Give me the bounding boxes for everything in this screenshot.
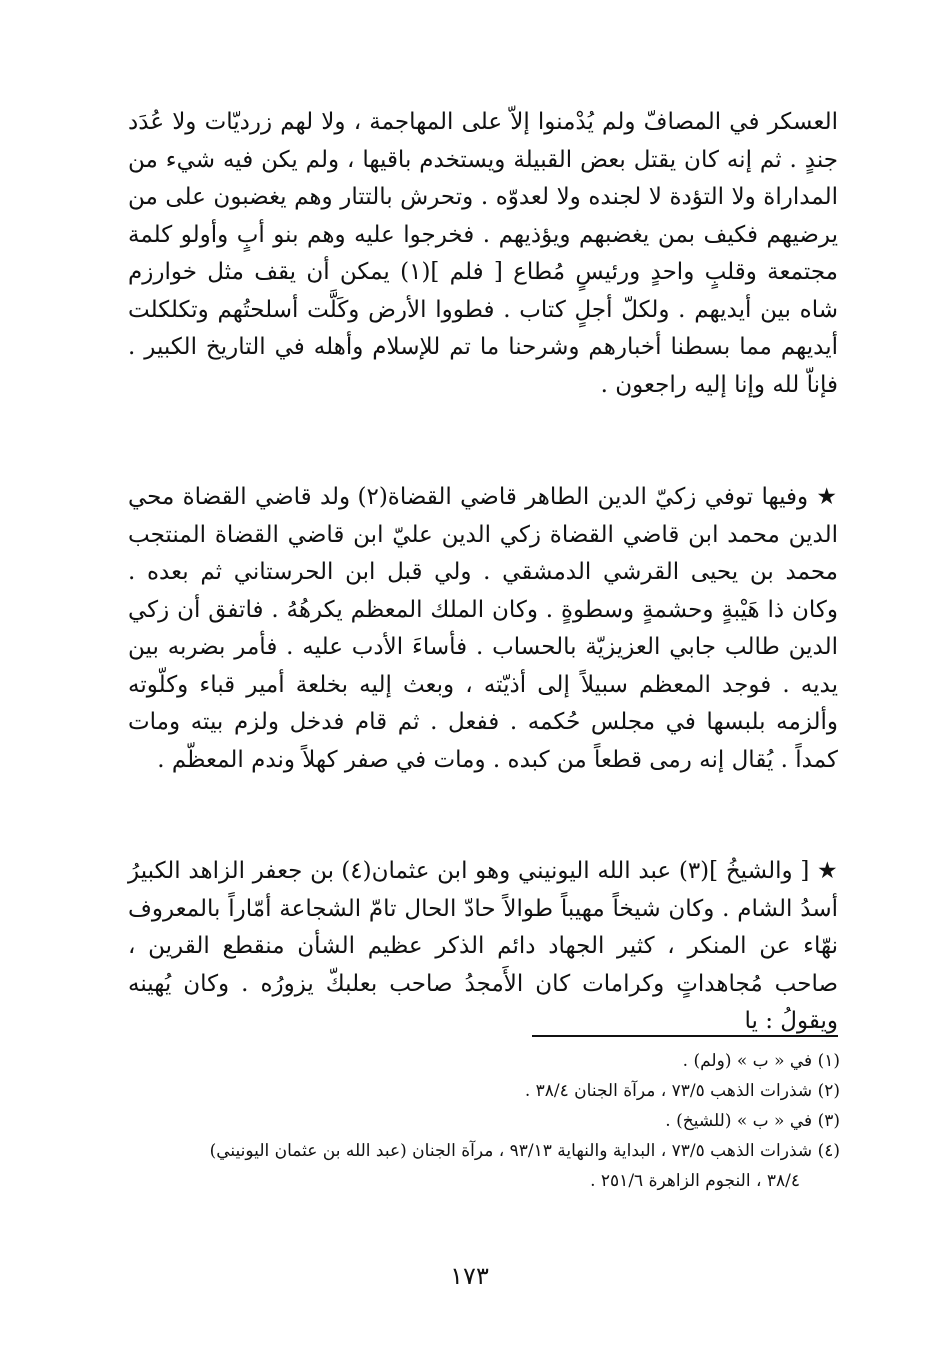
page-number: ١٧٣: [450, 1262, 489, 1290]
footnote-divider: [532, 1035, 838, 1037]
footnote-3: [128, 1106, 840, 1136]
footnote-2: [128, 1076, 840, 1106]
paragraph-yunini: [128, 853, 838, 1041]
paragraph-zaki-al-din: [128, 479, 838, 779]
paragraph-text: ★ [ والشيخُ ](٣) عبد الله اليونيني وهو ابن عثمان(٤) بن جعفر الزاهد الكبيرُ أسدُ الشام . وكان شيخاً مهيباً طوالاً حادّ الحال تامّ الشجاعة أمّاراً بالمعروف نهّاء عن المنكر ، كثير الجهاد دائم الذكر عظيم الشأن منقطع القرين ، صاحب مُجاهداتٍ وكرامات كان الأَمجدُ صاحب بعلبكّ يزورُه . وكان يُهينه ويقولُ : يا: [128, 858, 838, 1034]
paragraph-khwarazm: [128, 104, 838, 404]
footnote-text: شذرات الذهب ٧٣/٥ ، البداية والنهاية ٩٣/١٣ ، مرآة الجنان (عبد الله بن عثمان اليونيني): [209, 1141, 813, 1161]
footnote-4-continuation: ٣٨/٤ ، النجوم الزاهرة ٢٥١/٦ .: [590, 1171, 800, 1191]
footnote-mark: (٢): [817, 1081, 840, 1101]
footnote-text: شذرات الذهب ٧٣/٥ ، مرآة الجنان ٣٨/٤ .: [524, 1081, 813, 1101]
footnote-text: في « ب » (للشيخ) .: [665, 1111, 813, 1131]
footnote-mark: (١): [817, 1051, 840, 1071]
paragraph-text: العسكر في المصافّ ولم يُدْمنوا إلاّ على المهاجمة ، ولا لهم زرديّات ولا عُدَد جندٍ . ثم إنه كان يقتل بعض القبيلة ويستخدم باقيها ، ولم يكن فيه شيء من المداراة ولا التؤدة لا لجنده ولا لعدوّه . وتحرش بالتتار وهم يغضبون على من يرضيهم فكيف بمن يغضبهم ويؤذيهم . فخرجوا عليه وهم بنو أبٍ وأولو كلمة مجتمعة وقلبٍ واحدٍ ورئيسٍ مُطاع [ فلم ](١) يمكن أن يقف مثل خوارزم شاه بين أيديهم . ولكلّ أجلٍ كتاب . فطووا الأرض وكَلَّت أسلحتُهم وتكلكلت أيديهم مما بسطنا أخبارهم وشرحنا ما تم للإسلام وأهله في التاريخ الكبير . فإناّ لله وإنا إليه راجعون .: [128, 109, 839, 398]
paragraph-text: ★ وفيها توفي زكيّ الدين الطاهر قاضي القضاة(٢) ولد قاضي القضاة محي الدين محمد ابن قاضي القضاة زكي الدين عليّ ابن قاضي القضاة المنتجب محمد بن يحيى القرشي الدمشقي . ولي قبل ابن الحرستاني ثم بعده . وكان ذا هَيْبةٍ وحشمةٍ وسطوةٍ . وكان الملك المعظم يكرهُهُ . فاتفق أن زكي الدين طالب جابي العزيزيّة بالحساب . فأساءَ الأدب عليه . فأمر بضربه بين يديه . فوجد المعظم سبيلاً إلى أذيّته ، وبعث إليه بخلعة أمير قباء وكلّوته وألزمه بلبسها في مجلس حُكمه . ففعل . ثم قام فدخل ولزم بيته ومات كمداً . يُقال إنه رمى قطعاً من كبده . ومات في صفر كهلاً وندم المعظّم .: [128, 484, 839, 773]
footnotes: [128, 1046, 840, 1196]
footnote-4: [128, 1136, 840, 1166]
footnote-mark: (٣): [817, 1111, 840, 1131]
footnote-mark: (٤): [817, 1141, 840, 1161]
footnote-1: [128, 1046, 840, 1076]
footnote-text: في « ب » (ولم) .: [682, 1051, 813, 1071]
